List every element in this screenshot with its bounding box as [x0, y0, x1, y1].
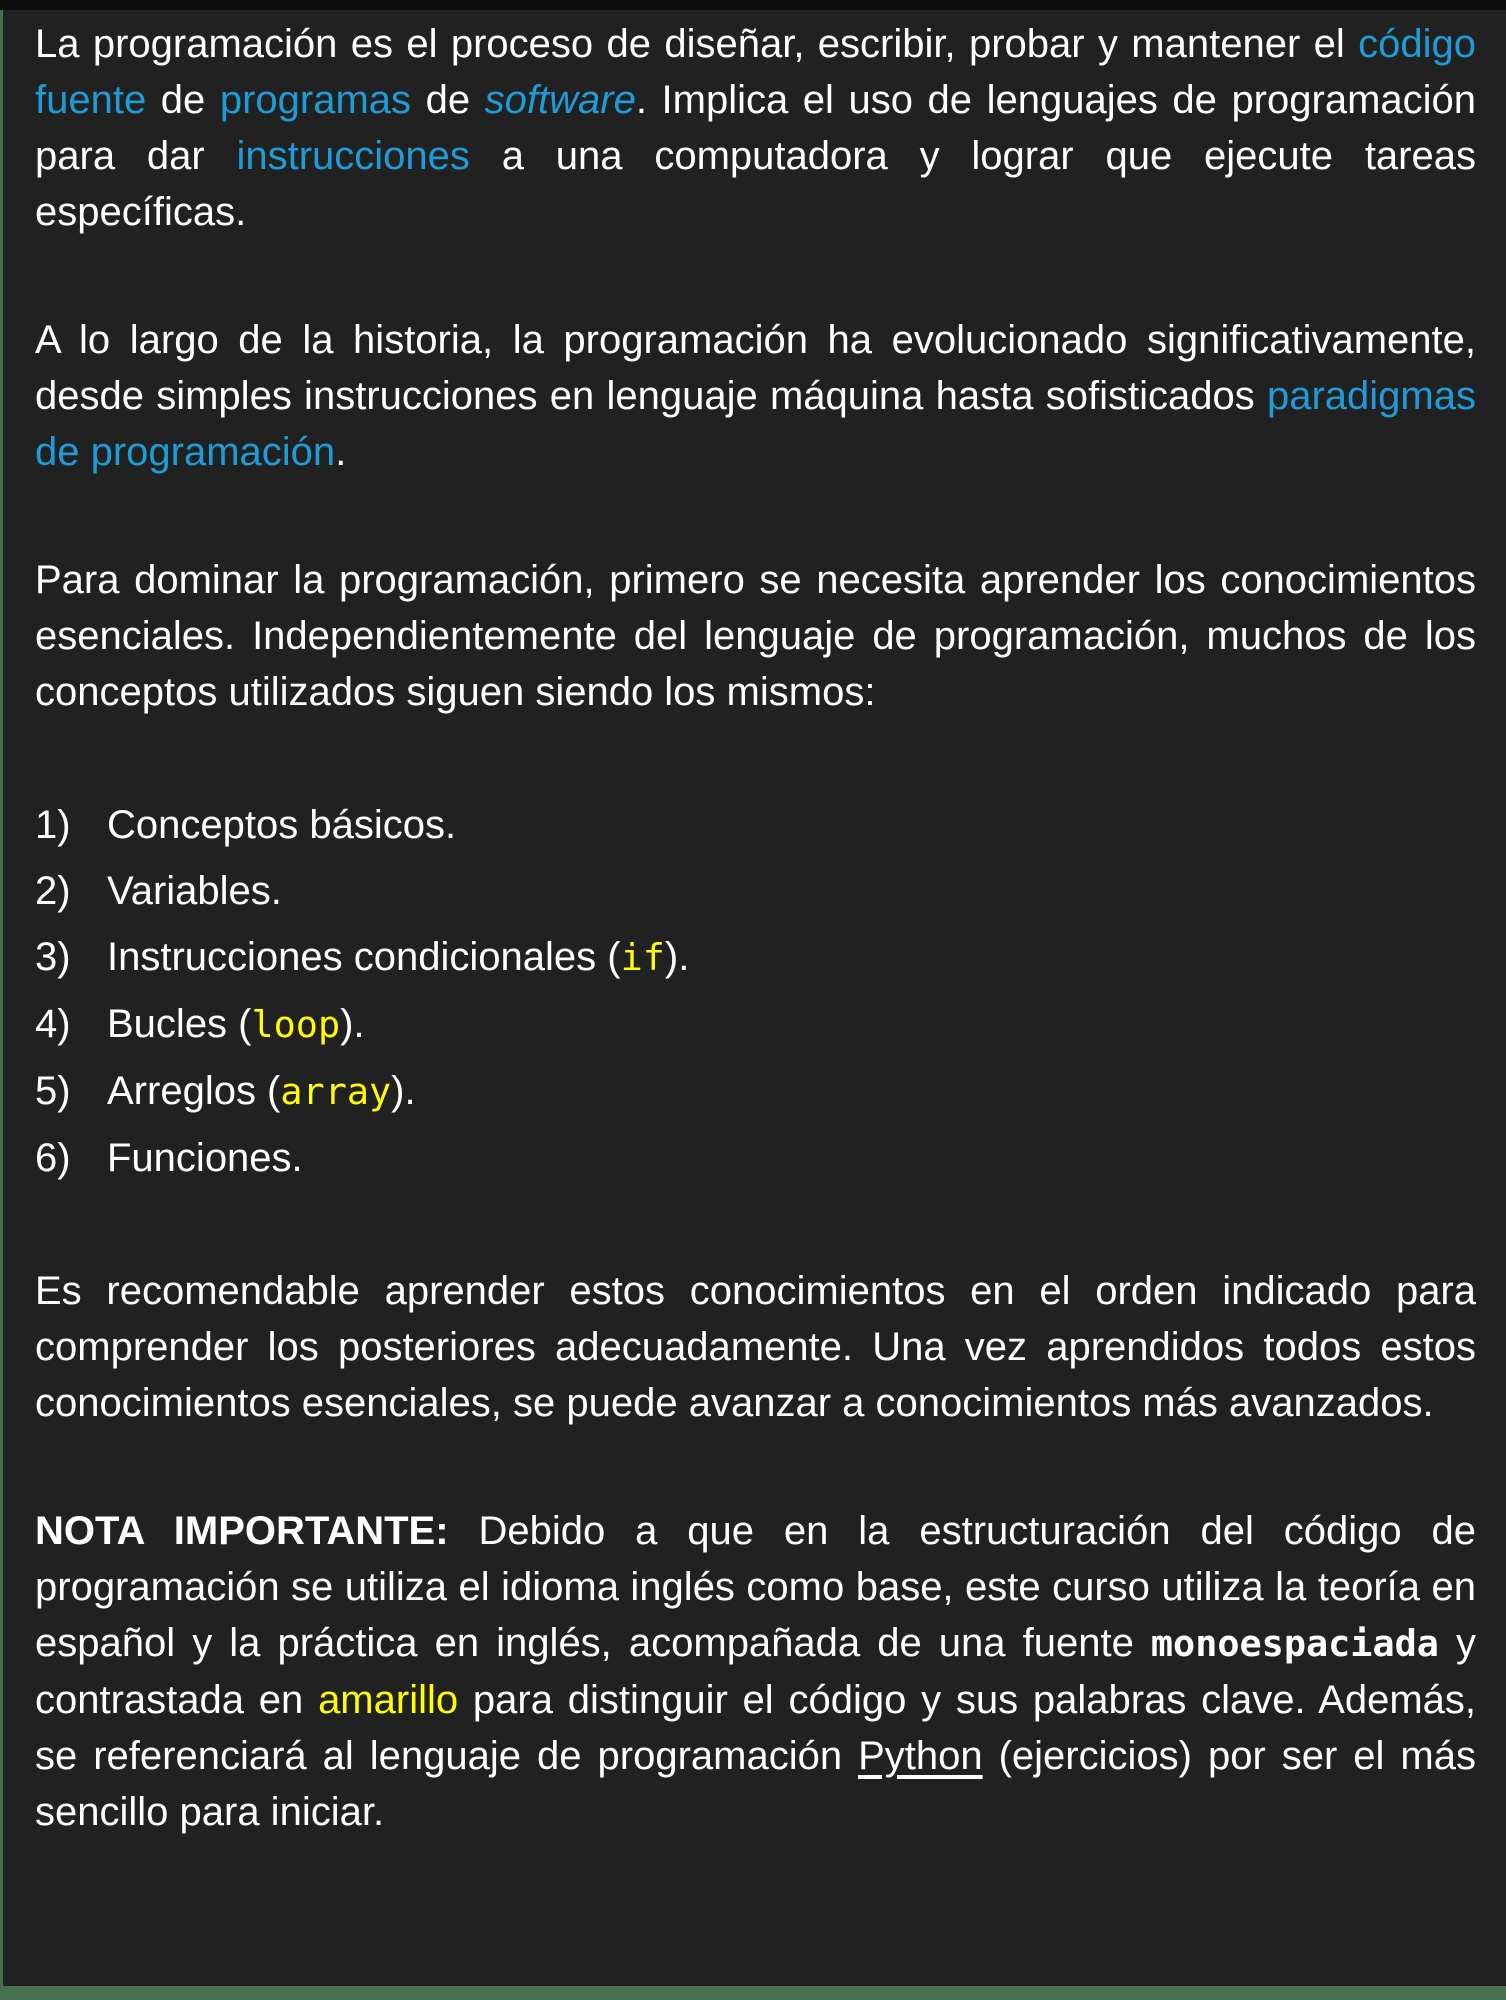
slide-content	[3, 0, 1506, 1986]
hyperlink[interactable]: programas	[219, 78, 412, 122]
text-segment-code: array	[280, 1070, 392, 1113]
paragraph	[35, 1503, 1476, 1840]
list-item-number: 6)	[35, 1136, 71, 1180]
text-segment-code: loop	[251, 1003, 341, 1046]
text-segment-plain: La programación es el proceso de diseñar, escribir, probar y mantener el	[35, 22, 1359, 66]
text-segment-plain: Funciones.	[107, 1136, 303, 1180]
list-item	[35, 991, 1476, 1058]
list-item-text	[107, 858, 282, 924]
list-item-text	[107, 924, 689, 991]
paragraph	[35, 1263, 1476, 1431]
numbered-list	[35, 792, 1476, 1191]
text-segment-plain: Debido a que en la estructuración del código de programación se utiliza el idioma inglés como base, este curso utiliza la teoría en español y la práctica en inglés, acompañada de una fuente	[35, 1509, 1477, 1665]
list-item-number: 3)	[35, 935, 71, 979]
paragraph	[35, 312, 1476, 480]
list-item	[35, 792, 1476, 858]
text-segment-plain: y contrastada en	[35, 1621, 1476, 1722]
list-item-text	[107, 792, 456, 858]
paragraph	[35, 552, 1476, 720]
text-segment-plain: Instrucciones condicionales (	[107, 935, 621, 979]
text-segment-bold: NOTA IMPORTANTE:	[35, 1509, 449, 1553]
text-segment-plain: Para dominar la programación, primero se necesita aprender los conocimientos esenciales. Independientemente del lenguaje de programación, muchos de los conceptos utilizados siguen siendo los mismos:	[35, 558, 1476, 714]
text-segment-plain: (ejercicios) por ser el más sencillo para iniciar.	[35, 1734, 1476, 1834]
text-segment-plain: Variables.	[107, 869, 282, 913]
list-item-number: 4)	[35, 1002, 71, 1046]
list-item	[35, 858, 1476, 924]
list-item-text	[107, 1058, 416, 1125]
text-segment-plain: Conceptos básicos.	[107, 803, 457, 847]
list-item-number: 5)	[35, 1069, 71, 1113]
list-item-text	[107, 991, 365, 1058]
text-segment-plain: .	[335, 430, 347, 474]
list-item-number: 1)	[35, 803, 71, 847]
text-segment-yellow: amarillo	[318, 1678, 459, 1722]
hyperlink[interactable]: código fuente	[35, 22, 1476, 122]
hyperlink[interactable]: paradigmas de programación	[35, 374, 1476, 474]
list-item-number: 2)	[35, 869, 71, 913]
text-segment-plain: para distinguir el código y sus palabras clave. Además, se referenciará al lenguaje de programación	[35, 1678, 1476, 1778]
text-segment-underline: Python	[858, 1734, 983, 1778]
hyperlink[interactable]: instrucciones	[236, 134, 470, 178]
text-segment-plain: A lo largo de la historia, la programación ha evolucionado significativamente, desde simples instrucciones en lenguaje máquina hasta sofisticados	[35, 318, 1476, 418]
paragraph	[35, 16, 1476, 240]
text-segment-plain: a una computadora y lograr que ejecute tareas específicas.	[35, 134, 1476, 234]
text-segment-plain: Es recomendable aprender estos conocimientos en el orden indicado para comprender los posteriores adecuadamente. Una vez aprendidos todos estos conocimientos esenciales, se puede avanzar a conocimientos más avanzados.	[35, 1269, 1476, 1425]
list-item-text	[107, 1125, 303, 1191]
list-item	[35, 1125, 1476, 1191]
list-item	[35, 924, 1476, 991]
text-segment-plain: ).	[664, 935, 690, 979]
text-segment-plain: de	[146, 78, 220, 122]
text-segment-plain: de	[411, 78, 485, 122]
text-segment-code-white-bold: monoespaciada	[1150, 1622, 1439, 1665]
text-segment-plain: Bucles (	[107, 1002, 252, 1046]
list-item	[35, 1058, 1476, 1125]
hyperlink[interactable]: software	[484, 78, 636, 122]
text-segment-plain: ).	[340, 1002, 365, 1046]
text-segment-plain: . Implica el uso de lenguajes de programación para dar	[35, 78, 1477, 178]
text-segment-code: if	[620, 936, 665, 979]
bottom-accent-bar	[0, 1986, 1506, 2000]
text-segment-plain: ).	[391, 1069, 416, 1113]
text-segment-plain: Arreglos (	[107, 1069, 281, 1113]
